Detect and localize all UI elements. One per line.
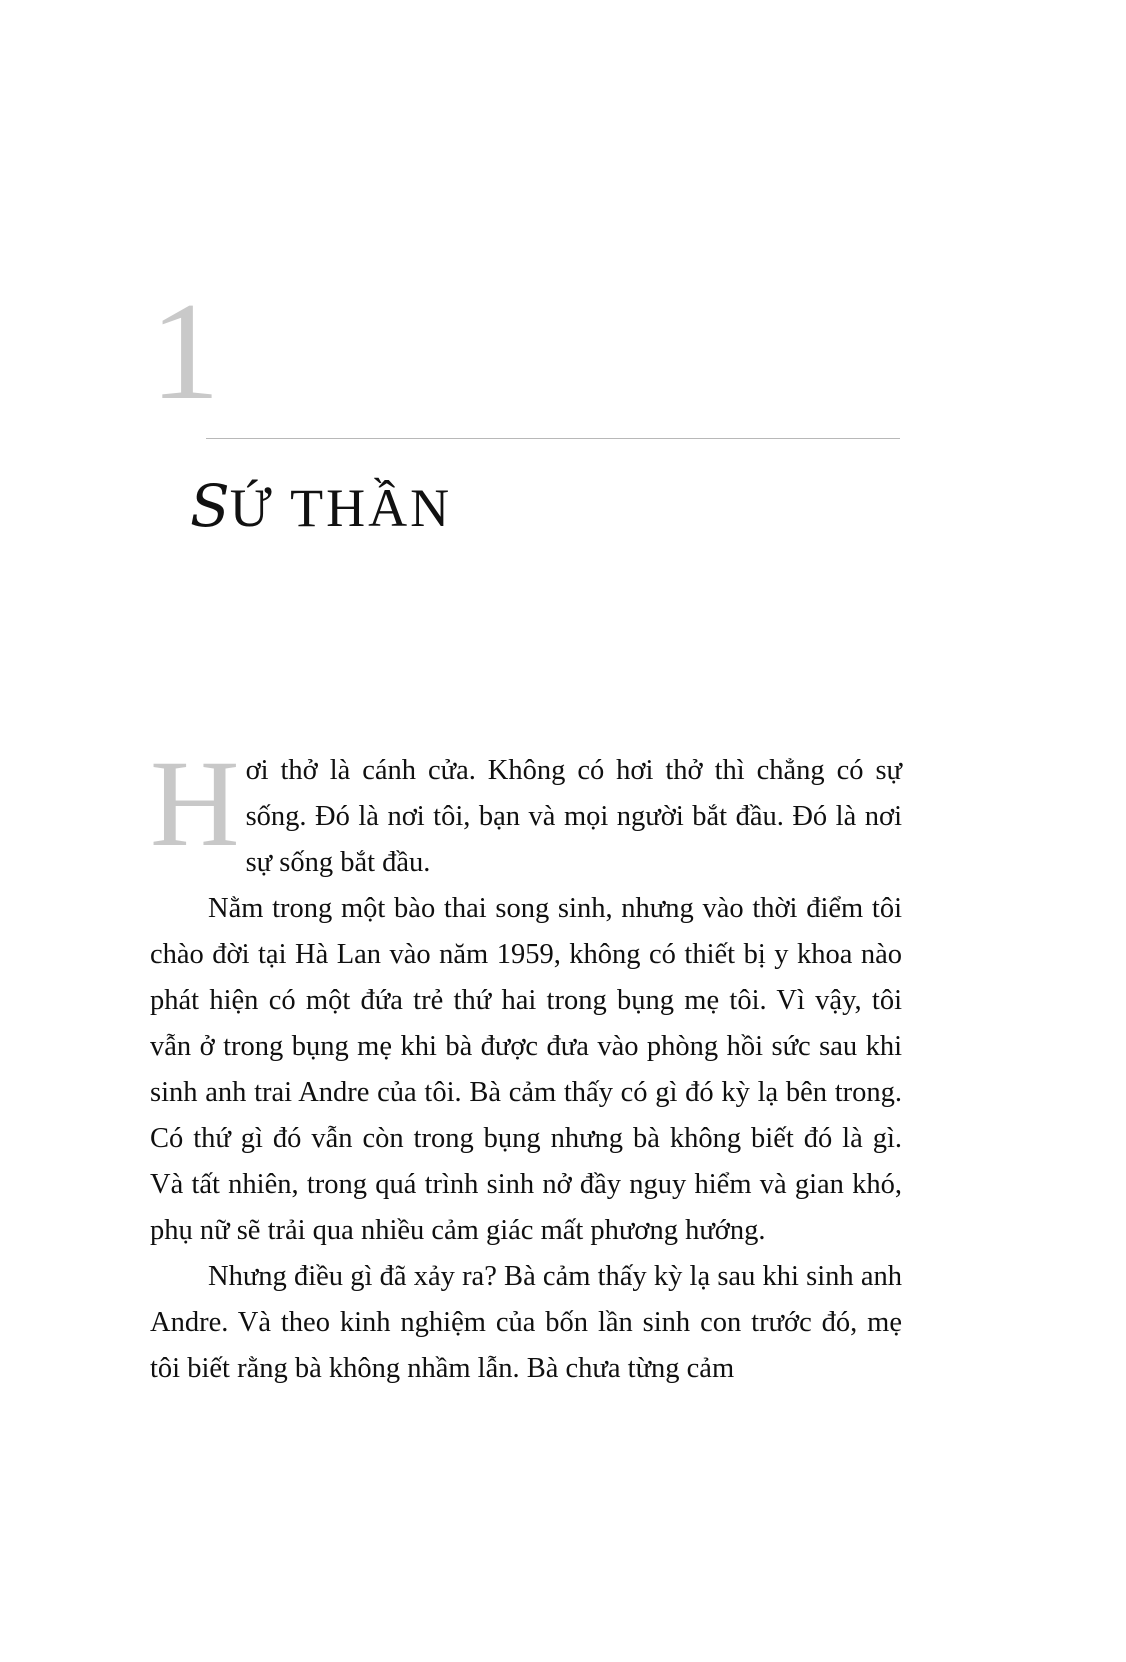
paragraph-first	[150, 735, 902, 886]
chapter-divider-rule	[206, 438, 900, 439]
drop-cap-letter: H	[150, 735, 240, 872]
paragraph-text: ơi thở là cánh cửa. Không có hơi thở thì chẳng có sự sống. Đó là nơi tôi, bạn và mọi người bắt đầu. Đó là nơi sự sống bắt đầu.	[245, 755, 902, 878]
body-text	[150, 735, 902, 1392]
chapter-title-text: Ứ THẦN	[229, 478, 453, 538]
paragraph-third: Nhưng điều gì đã xảy ra? Bà cảm thấy kỳ lạ sau khi sinh anh Andre. Và theo kinh nghiệm của bốn lần sinh con trước đó, mẹ tôi biết rằng bà không nhầm lẫn. Bà chưa từng cảm	[150, 1261, 902, 1384]
paragraph-second: Nằm trong một bào thai song sinh, nhưng vào thời điểm tôi chào đời tại Hà Lan vào năm 1959, không có thiết bị y khoa nào phát hiện có một đứa trẻ thứ hai trong bụng mẹ tôi. Vì vậy, tôi vẫn ở trong bụng mẹ khi bà được đưa vào phòng hồi sức sau khi sinh anh trai Andre của tôi. Bà cảm thấy có gì đó kỳ lạ bên trong. Có thứ gì đó vẫn còn trong bụng nhưng bà không biết đó là gì. Và tất nhiên, trong quá trình sinh nở đầy nguy hiểm và gian khó, phụ nữ sẽ trải qua nhiều cảm giác mất phương hướng.	[150, 893, 902, 1246]
chapter-number: 1	[150, 274, 218, 429]
chapter-title-swash-letter: S	[190, 472, 230, 540]
chapter-header	[150, 274, 900, 540]
chapter-title	[190, 472, 453, 540]
